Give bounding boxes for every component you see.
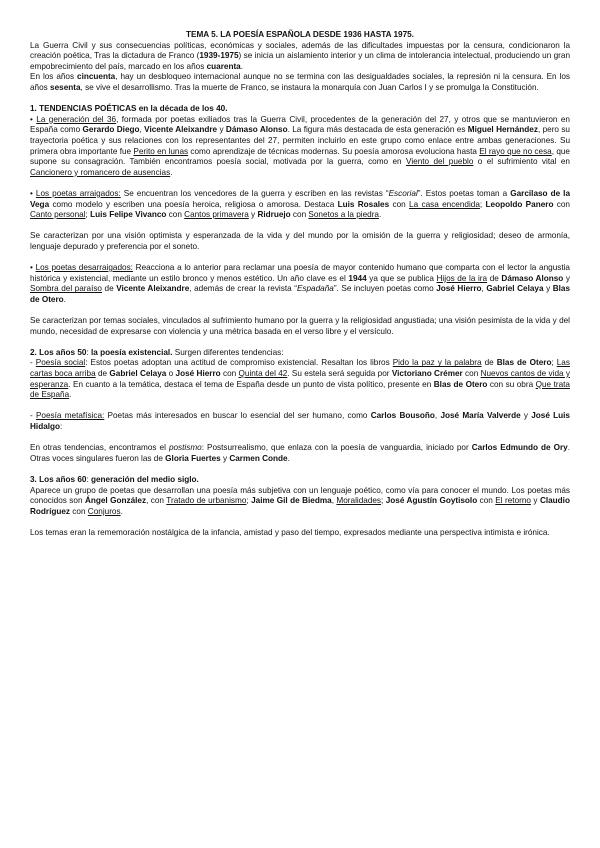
text-run: y — [220, 453, 230, 463]
text-run: con — [389, 199, 410, 209]
text-run: ; — [479, 199, 486, 209]
text-run: . Otras voces singulares fueron las de — [30, 443, 570, 463]
text-run: y — [520, 411, 532, 421]
text-run: Carmen Conde — [229, 453, 288, 463]
intro-paragraph-1 — [30, 41, 570, 73]
text-run: , con — [146, 496, 167, 506]
text-run: Sonetos a la piedra — [308, 210, 379, 220]
generacion-36-paragraph — [30, 115, 570, 179]
text-run: Blas de Otero — [30, 284, 571, 304]
text-run: José Agustín Goytisolo — [385, 496, 478, 506]
text-run: En los años — [30, 72, 78, 82]
text-run: El retorno — [495, 496, 531, 506]
text-run: Los temas eran la rememoración nostálgica de la infancia, amistad y paso del tiempo, expresados mediante una perspectiva intimista e irónica. — [30, 527, 550, 537]
section-2-heading — [30, 348, 570, 359]
text-run: y — [543, 284, 553, 294]
text-run: generación del medio siglo. — [91, 474, 199, 484]
arraigados-characteristics — [30, 231, 570, 252]
text-run: Las cartas boca arriba — [30, 358, 570, 378]
text-run: de — [102, 284, 117, 294]
text-run: 1939-1975 — [199, 51, 239, 61]
text-run: Quinta del 42 — [238, 369, 288, 378]
document-title: TEMA 5. LA POESÍA ESPAÑOLA DESDE 1936 HASTA 1975. — [186, 30, 414, 39]
text-run: 1. TENDENCIAS POÉTICAS en la década de los 40. — [30, 104, 228, 114]
text-run: Los poetas arraigados: — [35, 188, 121, 198]
text-run: Vicente Aleixandre — [116, 284, 190, 294]
text-run: Se encuentran los vencedores de la guerra y escriben en las revistas “ — [120, 188, 389, 198]
text-run: , se vive el desarrollismo. Tras la muerte de Franco, se instaura la monarquía con Juan Carlos I y se promulga la Constitución. — [80, 82, 539, 92]
text-run: con su obra — [487, 379, 536, 389]
text-run: Vicente Aleixandre — [144, 125, 218, 135]
text-run: Gabriel Celaya — [109, 369, 167, 378]
text-run: . En cuanto a la temática, destaca el tema de España desde un punto de vista político, presente en — [68, 379, 434, 389]
text-run: Victoriano Crémer — [391, 369, 463, 378]
text-run: 2. Los años 50 — [30, 347, 87, 357]
section-1-heading — [30, 104, 570, 115]
poesia-social-paragraph — [30, 358, 570, 400]
text-run: con — [477, 496, 496, 506]
text-run: de — [481, 358, 497, 368]
text-run: : — [60, 421, 63, 431]
text-run: José María Valverde — [440, 411, 521, 421]
text-run: Que trata de España — [30, 379, 570, 400]
text-run: Se caracterizan por una visión optimista y esperanzada de la vida y del mundo por la omisión de la guerra y religiosidad; deseo de armonía, lenguaje depurado y preferencia por el soneto. — [30, 231, 570, 251]
desarraigados-characteristics — [30, 316, 570, 337]
text-run: Dámaso Alonso — [225, 125, 288, 135]
text-run: Aparece un grupo de poetas que desarrollan una poesía más subjetiva con un lenguaje poético, como vía para conocer el mundo. Los poetas más conocidos son — [30, 485, 570, 506]
text-run: : Postsurrealismo, que enlaza con la poesía de vanguardia, iniciado por — [201, 443, 472, 453]
text-run: José Luis Hidalgo — [30, 411, 570, 431]
text-run: , además de crear la revista “ — [189, 284, 297, 294]
text-run: Leopoldo Panero — [485, 199, 554, 209]
text-run: cincuenta — [77, 72, 116, 82]
text-run: Los poetas desarraigados: — [35, 263, 133, 273]
text-run: Conjuros — [87, 506, 121, 516]
poetas-arraigados-paragraph — [30, 189, 570, 221]
text-run: Pido la paz y la palabra — [392, 358, 482, 368]
text-run: . — [120, 506, 123, 516]
text-run: Carlos Edmundo de Ory — [471, 443, 568, 453]
text-run: Gloria Fuertes — [165, 453, 221, 463]
text-run: con — [290, 210, 309, 220]
text-run: Carlos Bousoño — [370, 411, 435, 421]
text-run: En otras tendencias, encontramos el — [30, 443, 169, 453]
text-run: , — [139, 125, 145, 135]
text-run: Espadaña — [296, 284, 334, 294]
text-run: . — [378, 210, 382, 220]
text-run: Dámaso Alonso — [501, 273, 564, 283]
text-run: • — [30, 114, 37, 124]
text-run: Poetas más interesados en buscar lo esencial del ser humano, como — [104, 411, 371, 421]
text-run: ”. Estos poetas toman a — [417, 188, 511, 198]
text-run: El rayo que no cesa — [479, 146, 552, 156]
text-run: y — [563, 273, 571, 283]
text-run: con — [70, 506, 88, 516]
text-run: Surgen diferentes tendencias: — [172, 347, 284, 357]
text-run: y — [217, 125, 226, 135]
text-run: cuarenta — [206, 61, 241, 71]
text-run: 3. Los años 60 — [30, 474, 87, 484]
text-run: Viento del pueblo — [406, 157, 474, 167]
temas-paragraph — [30, 528, 570, 539]
text-run: Jaime Gil de Biedma — [251, 496, 332, 506]
text-run: Garcilaso de la Vega — [30, 188, 570, 209]
text-run: Poesía social — [35, 358, 86, 368]
text-run: , pero su trayectoria poética y sus relaciones con los representantes del 27, permiten incluirlo en este grupo como enlace entre ambas generaciones. Su primera obra importante fue — [30, 125, 570, 156]
text-run: y — [530, 496, 540, 506]
text-run: Perito en lunas — [133, 146, 189, 156]
text-run: con — [462, 369, 481, 378]
intro-paragraph-2 — [30, 72, 570, 93]
otras-tendencias-paragraph — [30, 443, 570, 464]
poetas-desarraigados-paragraph — [30, 263, 570, 305]
text-run: ; — [246, 496, 252, 506]
text-run: , — [331, 496, 337, 506]
text-run: Claudio Rodríguez — [30, 496, 570, 516]
text-run: de — [95, 369, 110, 378]
text-run: con — [166, 210, 185, 220]
text-run: Nuevos cantos de vida y esperanza — [30, 369, 570, 389]
text-run: o el sufrimiento vital en — [473, 157, 570, 167]
text-run: de — [487, 273, 502, 283]
text-run: • — [30, 263, 36, 273]
text-run: ya que se publica — [366, 273, 437, 283]
text-run: , que supone su consagración. También encontramos poesía social, motivada por la guerra, como en — [30, 146, 570, 167]
text-run: 1944 — [348, 273, 367, 283]
text-run: Gabriel Celaya — [486, 284, 544, 294]
text-run: . — [240, 61, 244, 71]
section-3-heading — [30, 475, 570, 486]
text-run: Gerardo Diego — [82, 125, 140, 135]
text-run: Cantos primavera — [184, 210, 249, 220]
text-run: Ángel González — [84, 496, 147, 506]
poesia-metafisica-paragraph — [30, 411, 570, 432]
text-run: • — [30, 188, 36, 198]
text-run: , — [481, 284, 487, 294]
text-run: sesenta — [50, 82, 81, 92]
text-run: - — [30, 411, 36, 421]
text-run: : — [86, 474, 91, 484]
text-run: y — [248, 210, 258, 220]
text-run: ) se inicia un aislamiento interior y un clima de intolerancia intelectual, produciendo un gran empobrecimiento del país, marcado en los años — [30, 51, 570, 71]
text-run: o — [166, 369, 176, 378]
document-page — [30, 30, 570, 539]
text-run: Moralidades — [336, 496, 382, 506]
text-run: Blas de Otero — [496, 358, 552, 368]
text-run: Tratado de urbanismo — [166, 496, 247, 506]
medio-siglo-paragraph — [30, 486, 570, 518]
text-run: La casa encendida — [409, 199, 480, 209]
text-run: . — [287, 453, 290, 463]
text-run: , — [434, 411, 441, 421]
text-run: Sombra del paraíso — [30, 284, 102, 294]
text-run: , hay un desbloqueo internacional aunque no se termina con las desigualdades sociales, la represión ni la censura. En los años — [30, 72, 570, 92]
text-run: Luis Felipe Vivanco — [90, 210, 167, 220]
text-run: con — [553, 199, 570, 209]
text-run: La Guerra Civil y sus consecuencias políticas, económicas y sociales, además de las dificultades impuestas por la censura, condicionaron la creación poética, Tras la dictadura de Franco ( — [30, 40, 570, 61]
text-run: con — [220, 369, 239, 378]
text-run: Hijos de la ira — [436, 273, 488, 283]
text-run: Canto personal — [30, 210, 86, 220]
text-run: , formada por poetas exiliados tras la Guerra Civil, procedentes de la generación del 27, y otros que se mantuvieron en España como — [30, 114, 570, 135]
text-run: como modelo y escriben una poesía heroica, religiosa o amorosa. Destaca — [49, 199, 338, 209]
text-run: José Hierro — [175, 369, 221, 378]
text-run: - — [30, 358, 36, 368]
text-run: Se caracterizan por temas sociales, vinculados al sufrimiento humano por la guerra y la religiosidad angustiada; una visión pesimista de la vida y del mundo, necesidad de expresarse con violencia y una métrica basada en el verso libre y el versículo. — [30, 316, 570, 336]
text-run: La generación del 36 — [36, 114, 117, 124]
text-run: . — [170, 167, 173, 177]
text-run: ; — [85, 210, 91, 220]
text-run: postismo — [168, 443, 202, 453]
text-run: Cancionero y romancero de ausencias — [30, 167, 171, 177]
text-run: Luis Rosales — [337, 199, 390, 209]
text-run: Ridruejo — [257, 210, 291, 220]
text-run: : — [86, 347, 91, 357]
text-run: : Estos poetas adoptan una actitud de compromiso existencial. Resaltan los libros — [85, 358, 393, 368]
text-run: Miguel Hernández — [467, 125, 538, 135]
text-run: ; — [381, 496, 386, 506]
text-run: . — [69, 390, 72, 400]
text-run: Reacciona a lo anterior para reclamar una poesía de mayor contenido humano que comparta con el lector la angustia histórica y existencial, mediante un estilo bronco y menos estético. Un año clave es el — [30, 263, 570, 283]
text-run: ; — [551, 358, 557, 368]
text-run: . — [63, 294, 66, 304]
text-run: la poesía existencial. — [91, 347, 173, 357]
text-run: Blas de Otero — [433, 379, 488, 389]
text-run: José Hierro — [436, 284, 482, 294]
text-run: . La figura más destacada de esta generación es — [287, 125, 468, 135]
text-run: Escorial — [388, 188, 418, 198]
text-run: ”. Se incluyen poetas como — [333, 284, 437, 294]
text-run: . Su estela será seguida por — [287, 369, 392, 378]
text-run: como aprendizaje de técnicas modernas. Su poesía amorosa evoluciona hasta — [188, 146, 480, 156]
text-run: Poesía metafísica: — [35, 411, 105, 421]
